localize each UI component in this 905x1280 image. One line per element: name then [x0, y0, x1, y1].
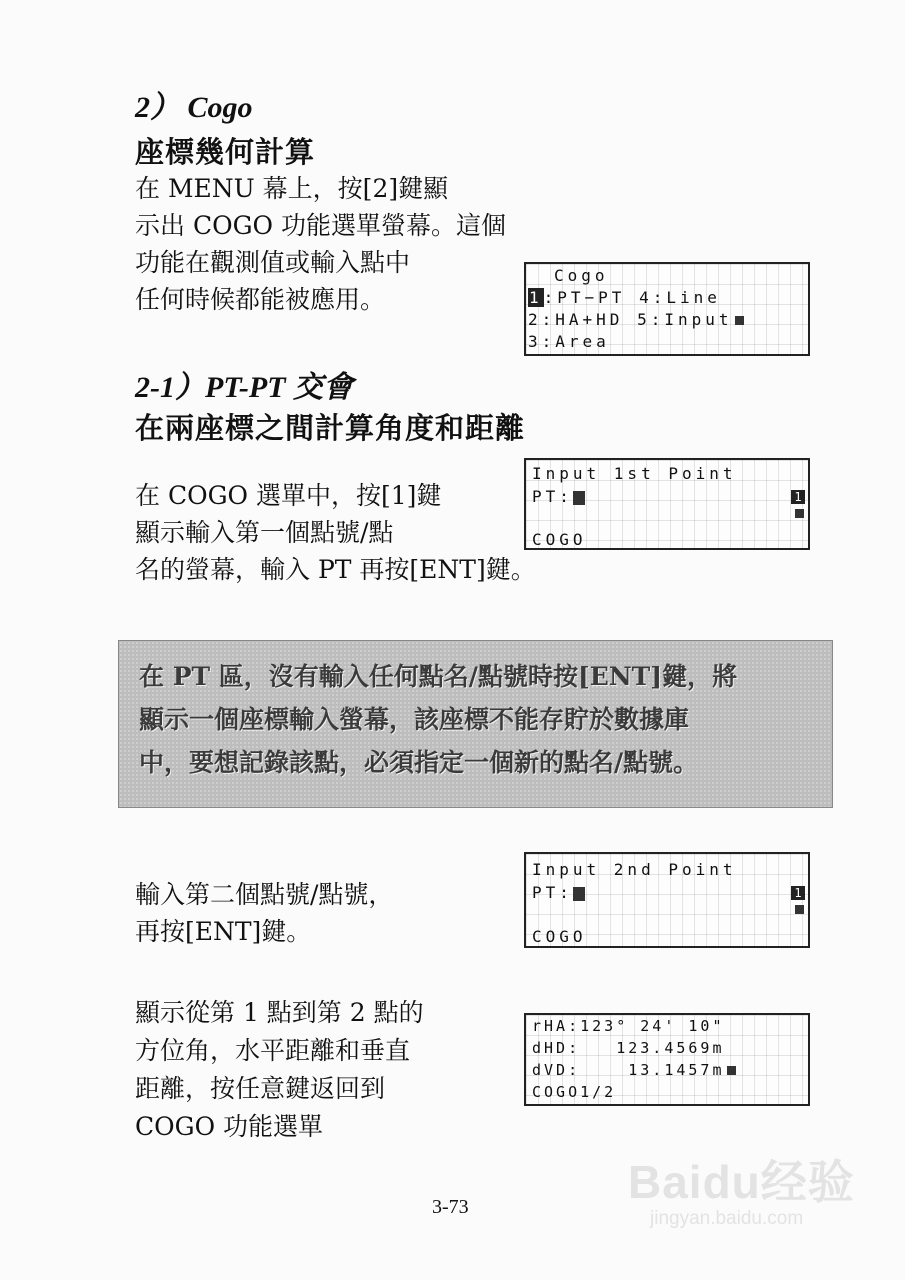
- input-second-softkey: COGO: [532, 927, 587, 946]
- cursor-icon: [573, 491, 585, 505]
- cogo-body-line: 功能在觀測值或輸入點中: [135, 248, 411, 277]
- ptpt-subheading: 在兩座標之間計算角度和距離: [135, 411, 526, 445]
- result-softkey: COGO1/2: [532, 1083, 617, 1101]
- cogo-body: [135, 170, 506, 318]
- input-second-title: Input 2nd Point: [532, 860, 737, 879]
- second-body: [135, 876, 393, 950]
- input-second-pt-row: [532, 883, 585, 902]
- scroll-indicator-icon: [735, 316, 744, 325]
- input-second-screen: [524, 852, 810, 948]
- cogo-menu-row1-text: :PT−PT 4:Line: [543, 288, 721, 307]
- cogo-body-line: 任何時候都能被應用。: [135, 285, 386, 314]
- second-body-line: 再按[ENT]鍵。: [135, 917, 312, 946]
- input-first-side-key: [791, 490, 805, 518]
- scroll-indicator-icon: [727, 1066, 736, 1075]
- ptpt-body-line: 在 COGO 選單中，按[1]鍵: [135, 481, 442, 510]
- input-first-title: Input 1st Point: [532, 464, 737, 483]
- cogo-menu-screen: [524, 262, 810, 356]
- page-key: 1: [791, 886, 805, 900]
- cogo-body-line: 示出 COGO 功能選單螢幕。這個: [135, 211, 506, 240]
- ptpt-body-line: 顯示輸入第一個點號/點: [135, 518, 394, 547]
- ptpt-body-line: 名的螢幕，輸入 PT 再按[ENT]鍵。: [135, 555, 536, 584]
- cogo-heading: 2） Cogo: [135, 91, 253, 124]
- result-line-hd: dHD: 123.4569m: [532, 1039, 725, 1057]
- cogo-menu-title: Cogo: [554, 266, 609, 285]
- result-body: [135, 994, 424, 1146]
- pt-label: PT:: [532, 883, 573, 902]
- result-line-hangle: rHA:123° 24' 10": [532, 1017, 725, 1035]
- cogo-body-line: 在 MENU 幕上，按[2]鍵顯: [135, 174, 449, 203]
- ptpt-heading: 2-1）PT-PT 交會: [135, 371, 354, 404]
- notice-box: [118, 640, 833, 808]
- scroll-indicator-icon: [795, 905, 804, 914]
- notice-line: 在 PT 區，沒有輸入任何點名/點號時按[ENT]鍵，將: [139, 662, 738, 691]
- scroll-indicator-icon: [795, 509, 804, 518]
- result-body-line: 顯示從第 1 點到第 2 點的: [135, 998, 424, 1027]
- result-line-vd-text: dVD: 13.1457m: [532, 1061, 725, 1079]
- result-body-line: 方位角，水平距離和垂直: [135, 1036, 411, 1065]
- cogo-subheading: 座標幾何計算: [135, 135, 316, 169]
- cogo-menu-row2: [528, 310, 744, 329]
- cogo-menu-row2-text: 2:HA+HD 5:Input: [528, 310, 733, 329]
- page-key: 1: [791, 490, 805, 504]
- baidu-watermark: Baidu经验: [628, 1156, 855, 1208]
- result-body-line: 距離，按任意鍵返回到: [135, 1074, 386, 1103]
- result-screen: [524, 1013, 810, 1106]
- input-first-pt-row: [532, 487, 585, 506]
- cogo-menu-selected-key: 1: [529, 288, 543, 307]
- second-body-line: 輸入第二個點號/點號，: [135, 880, 394, 909]
- watermark-url: jingyan.baidu.com: [650, 1208, 804, 1229]
- input-second-side-key: [791, 886, 805, 914]
- notice-line: 顯示一個座標輸入螢幕，該座標不能存貯於數據庫: [139, 705, 690, 734]
- input-first-softkey: COGO: [532, 530, 587, 549]
- result-line-vd: [532, 1061, 736, 1079]
- page-number: 3-73: [432, 1196, 469, 1218]
- pt-label: PT:: [532, 487, 573, 506]
- result-body-line: COGO 功能選單: [135, 1112, 324, 1141]
- cogo-menu-row1: [528, 288, 721, 307]
- ptpt-body: [135, 477, 536, 588]
- cogo-menu-row3: 3:Area: [528, 332, 610, 351]
- notice-line: 中，要想記錄該點，必須指定一個新的點名/點號。: [139, 748, 699, 777]
- input-first-screen: [524, 458, 810, 550]
- cursor-icon: [573, 887, 585, 901]
